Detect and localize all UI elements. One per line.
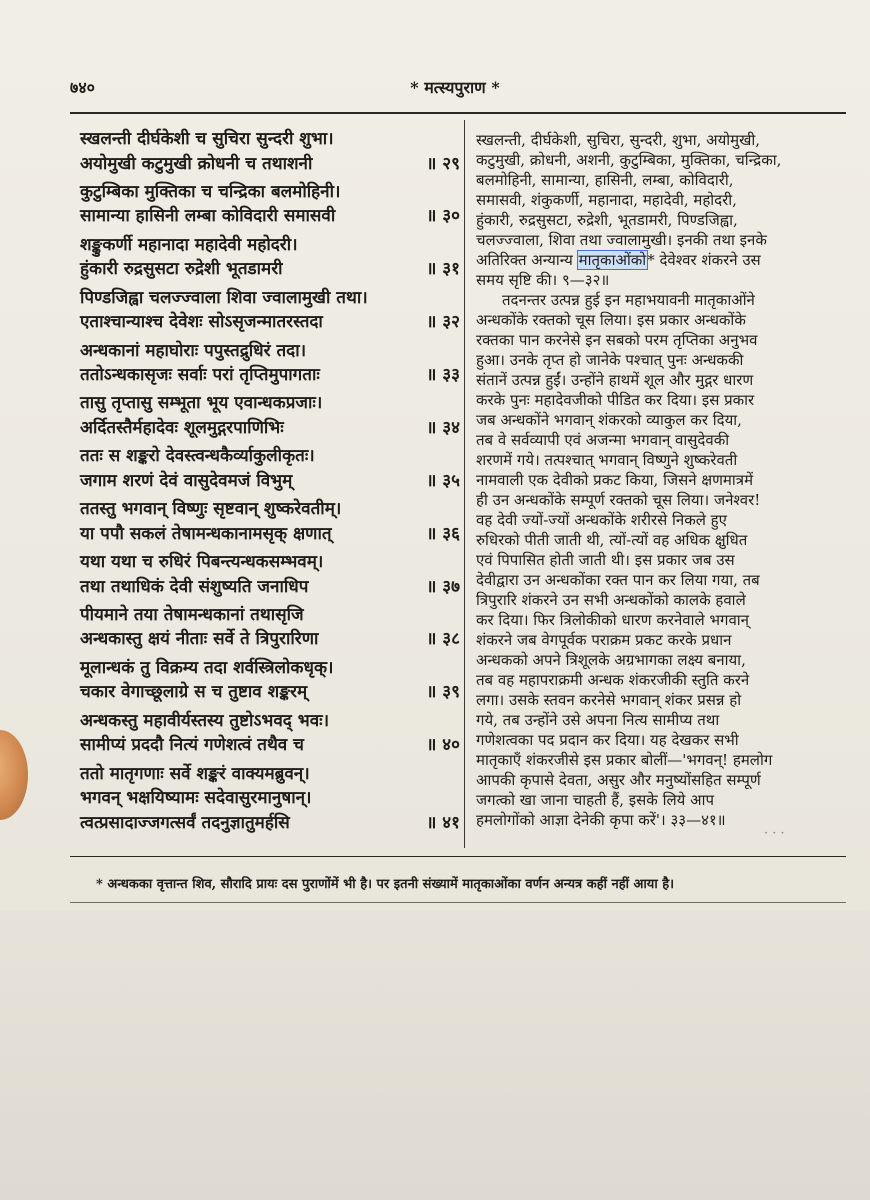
translation-line: एवं पिपासित होती जाती थी। इस प्रकार जब उस [476, 551, 735, 569]
translation-line: चलज्ज्वाला, शिवा तथा ज्वालामुखी। इनकी तथा इनके [476, 231, 767, 249]
verse-number: ॥ ३८ [426, 629, 460, 649]
verse-text: अन्धकस्तु महावीर्यस्तस्य तुष्टोऽभवद् भवः। [80, 711, 330, 731]
verse-line [80, 708, 460, 734]
translation-line: स्खलन्ती, दीर्घकेशी, सुचिरा, सुन्दरी, शुभा, अयोमुखी, [476, 131, 761, 149]
verse-line [80, 203, 460, 229]
verse-line [80, 810, 460, 836]
verse-line [80, 574, 460, 600]
verse-text: तथा तथाधिकं देवी संशुष्यति जनाधिप [80, 577, 309, 597]
verse-text: स्खलन्ती दीर्घकेशी च सुचिरा सुन्दरी शुभा। [80, 129, 334, 149]
verse-text: चकार वेगाच्छूलाग्रे स च तुष्टाव शङ्करम् [80, 682, 308, 702]
verse-text: सामान्या हासिनी लम्बा कोविदारी समासवी [80, 206, 336, 226]
verse-number: ॥ ३० [426, 206, 460, 226]
verse-line [80, 338, 460, 364]
translation-line: गये, तब उन्होंने उसे अपना नित्य सामीप्य तथा [476, 711, 720, 729]
sanskrit-verse-column [80, 126, 460, 850]
translation-line: ही उन अन्धकोंके सम्पूर्ण रक्तको चूस लिया। जनेश्वर! [476, 491, 761, 509]
translation-line: आपकी कृपासे देवता, असुर और मनुष्योंसहित सम्पूर्ण [476, 771, 761, 789]
verse-text: यथा यथा च रुधिरं पिबन्त्यन्धकसम्भवम्। [80, 552, 324, 572]
footnote: * अन्धकका वृत्तान्त शिव, सौरादि प्रायः दस पुराणोंमें भी है। पर इतनी संख्यामें मातृकाओंका वर्णन अन्यत्र कहीं नहीं आया है। [96, 877, 675, 892]
verse-line [80, 602, 460, 628]
translation-line: हुआ। उनके तृप्त हो जानेके पश्चात् पुनः अन्धककी [476, 351, 744, 369]
lower-page-area [0, 910, 870, 1200]
translation-line: गणेशत्वका पद प्रदान कर दिया। यह देखकर सभी [476, 731, 739, 749]
verse-line [80, 362, 460, 388]
highlighted-word[interactable]: मातृकाओंको [578, 251, 647, 269]
translation-line: शंकरने जब वेगपूर्वक पराक्रम प्रकट करके प्रधान [476, 631, 732, 649]
verse-line [80, 785, 460, 811]
verse-text: शङ्कुकर्णी महानादा महादेवी महोदरी। [80, 235, 298, 255]
verse-text: सामीप्यं प्रददौ नित्यं गणेशत्वं तथैव च [80, 735, 304, 755]
page-number: ७४० [70, 78, 95, 97]
verse-line [80, 443, 460, 469]
translation-line: करके पुनः महादेवजीको पीडित कर दिया। इस प्रकार [476, 391, 755, 409]
verse-line [80, 179, 460, 205]
translation-line: रक्तका पान करनेसे इन सबको परम तृप्तिका अनुभव [476, 331, 758, 349]
verse-text: ततस्तु भगवान् विष्णुः सृष्टवान् शुष्करेवतीम्। [80, 499, 342, 519]
translation-line: कर दिया। फिर त्रिलोकीको धारण करनेवाले भगवान् [476, 611, 750, 629]
translation-line: समय सृष्टि की। ९—३२॥ [476, 271, 610, 289]
verse-text: कुटुम्बिका मुक्तिका च चन्द्रिका बलमोहिनी। [80, 182, 341, 202]
verse-line [80, 256, 460, 282]
verse-number: ॥ ३५ [426, 471, 460, 491]
verse-number: ॥ ३४ [426, 418, 460, 438]
verse-line [80, 496, 460, 522]
translation-text: अतिरिक्त अन्यान्य [476, 251, 578, 269]
header-rule [70, 112, 846, 114]
verse-number: ॥ ४० [426, 735, 460, 755]
verse-number: ॥ ३२ [426, 312, 460, 332]
translation-line: संतानें उत्पन्न हुईं। उन्होंने हाथमें शूल और मुद्गर धारण [476, 371, 754, 389]
translation-line: रुधिरको पीती जाती थी, त्यों-त्यों वह अधिक क्षुधित [476, 531, 748, 549]
translation-line: बलमोहिनी, सामान्या, हासिनी, लम्बा, कोविदारी, [476, 171, 734, 189]
verse-text: ततः स शङ्करो देवस्त्वन्धकैर्व्याकुलीकृतः। [80, 446, 315, 466]
verse-line [80, 761, 460, 787]
page-header [70, 76, 840, 104]
bottom-rule [70, 902, 846, 903]
verse-text: तासु तृप्तासु सम्भूता भूय एवान्धकप्रजाः। [80, 393, 323, 413]
verse-number: ॥ ३६ [426, 524, 460, 544]
translation-line: नामवाली एक देवीको प्रकट किया, जिसने क्षणमात्रमें [476, 471, 754, 489]
verse-text: अन्धकास्तु क्षयं नीताः सर्वे ते त्रिपुरारिणा [80, 629, 319, 649]
verse-line [80, 285, 460, 311]
verse-number: ॥ ३७ [426, 577, 460, 597]
verse-line [80, 232, 460, 258]
verse-line [80, 390, 460, 416]
translation-line: तब वे सर्वव्यापी एवं अजन्मा भगवान् वासुदेवकी [476, 431, 730, 449]
translation-line: मातृकाएँ शंकरजीसे इस प्रकार बोलीं—'भगवन्! हमलोग [476, 751, 773, 769]
translation-line: जगत्को खा जाना चाहती हैं, इसके लिये आप [476, 791, 714, 809]
verse-number: ॥ ४१ [426, 813, 460, 833]
translation-text: * देवेश्वर शंकरने उस [647, 251, 761, 269]
verse-text: अयोमुखी कटुमुखी क्रोधनी च तथाशनी [80, 154, 313, 174]
verse-line [80, 151, 460, 177]
verse-line [80, 415, 460, 441]
translation-line: अन्धकोंके रक्तको चूस लिया। इस प्रकार अन्धकोंके [476, 311, 746, 329]
translation-line: हमलोगोंको आज्ञा देनेकी कृपा करें'। ३३—४१॥ [476, 811, 726, 829]
verse-text: जगाम शरणं देवं वासुदेवमजं विभुम् [80, 471, 293, 491]
bleed-through-mark: · · · [764, 826, 785, 841]
translation-line: वह देवी ज्यों-ज्यों अन्धकोंके शरीरसे निकले हुए [476, 511, 727, 529]
translation-line: हुंकारी, रुद्रसुसटा, रुद्रेशी, भूतडामरी, पिण्डजिह्वा, [476, 211, 738, 229]
translation-line: समासवी, शंकुकर्णी, महानादा, महादेवी, महोदरी, [476, 191, 737, 209]
translation-line: लगा। उसके स्तवन करनेसे भगवान् शंकर प्रसन्न हो [476, 691, 742, 709]
verse-line [80, 549, 460, 575]
verse-number: ॥ ३९ [426, 682, 460, 702]
verse-text: अर्दितस्तैर्महादेवः शूलमुद्गरपाणिभिः [80, 418, 284, 438]
verse-line [80, 468, 460, 494]
translation-line: देवीद्वारा उन अन्धकोंका रक्त पान कर लिया गया, तब [476, 571, 760, 589]
footnote-rule [70, 856, 846, 857]
verse-line [80, 626, 460, 652]
column-divider [464, 120, 465, 848]
verse-text: भगवन् भक्षयिष्यामः सदेवासुरमानुषान्। [80, 788, 312, 808]
verse-text: हुंकारी रुद्रसुसटा रुद्रेशी भूतडामरी [80, 259, 283, 279]
verse-line [80, 521, 460, 547]
verse-text: मूलान्धकं तु विक्रम्य तदा शर्वस्त्रिलोकधृक्। [80, 658, 334, 678]
verse-text: एताश्चान्याश्च देवेशः सोऽसृजन्मातरस्तदा [80, 312, 323, 332]
verse-line [80, 655, 460, 681]
verse-line [80, 732, 460, 758]
translation-line: त्रिपुरारि शंकरने उन सभी अन्धकोंको कालके हवाले [476, 591, 746, 609]
verse-text: ततोऽन्धकासृजः सर्वाः परां तृप्तिमुपागताः [80, 365, 320, 385]
verse-text: या पपौ सकलं तेषामन्धकानामसृक् क्षणात् [80, 524, 332, 544]
translation-line: कटुमुखी, क्रोधनी, अशनी, कुटुम्बिका, मुक्तिका, चन्द्रिका, [476, 151, 782, 169]
verse-text: अन्धकानां महाघोराः पपुस्तद्रुधिरं तदा। [80, 341, 307, 361]
translation-line: अन्धकको अपने त्रिशूलके अग्रभागका लक्ष्य बनाया, [476, 651, 746, 669]
verse-text: त्वत्प्रसादाज्जगत्सर्वं तदनुज्ञातुमर्हसि [80, 813, 290, 833]
verse-line [80, 126, 460, 152]
translation-line: तदनन्तर उत्पन्न हुई इन महाभयावनी मातृकाओंने [502, 291, 755, 309]
verse-number: ॥ ३३ [426, 365, 460, 385]
thumb-at-edge [0, 730, 28, 820]
verse-line [80, 309, 460, 335]
verse-text: ततो मातृगणाः सर्वे शङ्करं वाक्यमब्रुवन्। [80, 764, 310, 784]
translation-line: शरणमें गये। तत्पश्चात् भगवान् विष्णुने शुष्करेवती [476, 451, 738, 469]
verse-line [80, 679, 460, 705]
verse-number: ॥ ३१ [426, 259, 460, 279]
running-title: * मत्स्यपुराण * [410, 78, 500, 97]
verse-text: पीयमाने तया तेषामन्धकानां तथासृजि [80, 605, 304, 625]
verse-number: ॥ २९ [426, 154, 460, 174]
translation-line: तब वह महापराक्रमी अन्धक शंकरजीकी स्तुति करने [476, 671, 750, 689]
verse-text: पिण्डजिह्वा चलज्ज्वाला शिवा ज्वालामुखी तथा। [80, 288, 368, 308]
translation-line: जब अन्धकोंने भगवान् शंकरको व्याकुल कर दिया, [476, 411, 742, 429]
